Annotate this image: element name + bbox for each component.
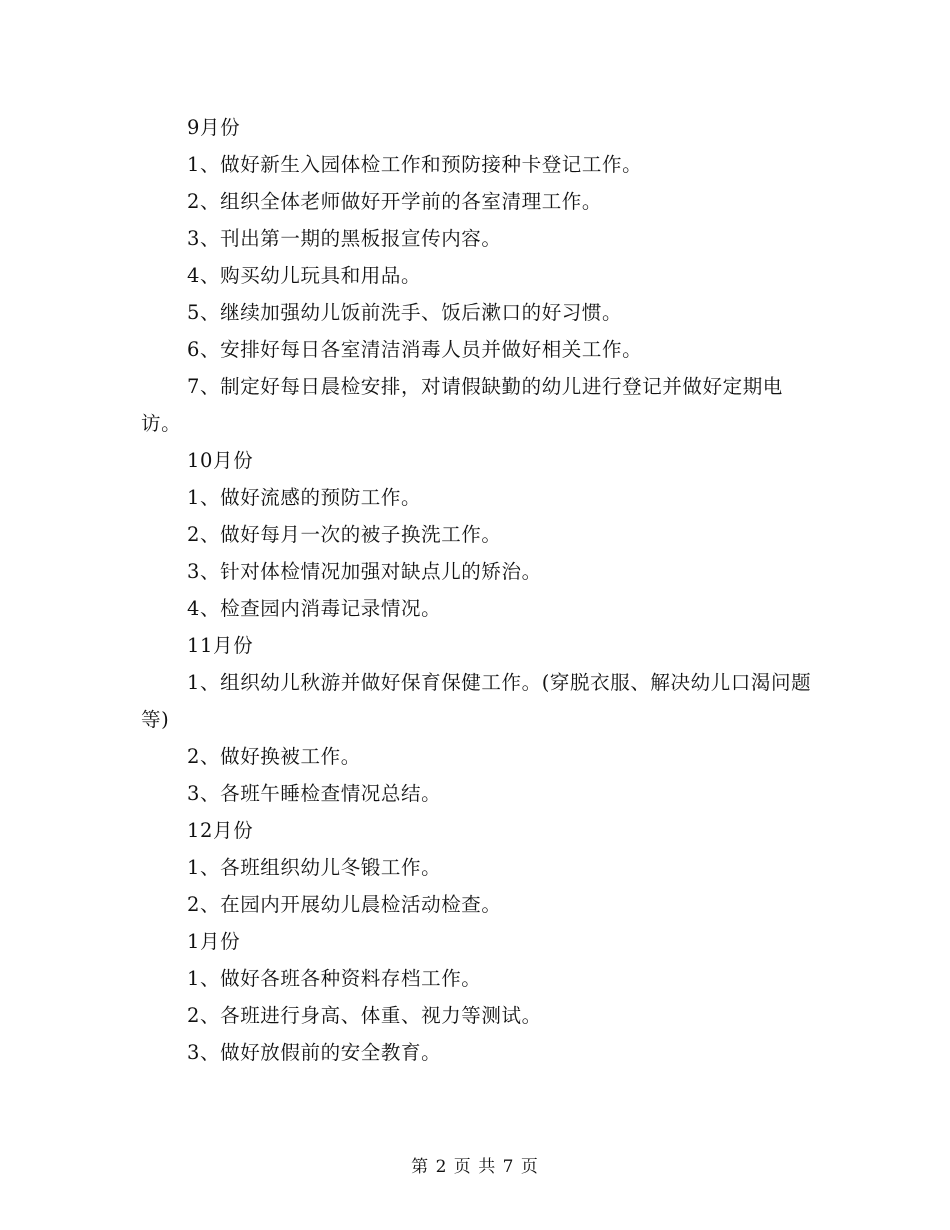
list-item: 1、组织幼儿秋游并做好保育保健工作。(穿脱衣服、解决幼儿口渴问题等) xyxy=(141,671,812,731)
list-item: 1、做好各班各种资料存档工作。 xyxy=(187,967,482,990)
document-body xyxy=(141,109,813,1071)
list-item: 5、继续加强幼儿饭前洗手、饭后漱口的好习惯。 xyxy=(187,301,623,324)
list-item: 3、针对体检情况加强对缺点儿的矫治。 xyxy=(187,560,542,583)
list-item: 2、做好换被工作。 xyxy=(187,745,361,768)
list-item: 3、刊出第一期的黑板报宣传内容。 xyxy=(187,227,502,250)
list-item: 2、做好每月一次的被子换洗工作。 xyxy=(187,523,502,546)
month-heading-december: 12月份 xyxy=(187,819,254,842)
list-item: 2、各班进行身高、体重、视力等测试。 xyxy=(187,1004,542,1027)
list-item: 3、做好放假前的安全教育。 xyxy=(187,1041,442,1064)
month-heading-september: 9月份 xyxy=(187,116,241,139)
list-item: 1、各班组织幼儿冬锻工作。 xyxy=(187,856,442,879)
page-footer: 第 2 页 共 7 页 xyxy=(411,1157,539,1177)
list-item: 7、制定好每日晨检安排，对请假缺勤的幼儿进行登记并做好定期电访。 xyxy=(141,375,783,435)
list-item: 4、检查园内消毒记录情况。 xyxy=(187,597,442,620)
list-item: 1、做好流感的预防工作。 xyxy=(187,486,422,509)
list-item: 3、各班午睡检查情况总结。 xyxy=(187,782,442,805)
month-heading-october: 10月份 xyxy=(187,449,254,472)
month-heading-november: 11月份 xyxy=(187,634,254,657)
list-item: 2、在园内开展幼儿晨检活动检查。 xyxy=(187,893,502,916)
list-item: 1、做好新生入园体检工作和预防接种卡登记工作。 xyxy=(187,153,643,176)
list-item: 4、购买幼儿玩具和用品。 xyxy=(187,264,422,287)
list-item: 6、安排好每日各室清洁消毒人员并做好相关工作。 xyxy=(187,338,643,361)
month-heading-january: 1月份 xyxy=(187,930,241,953)
list-item: 2、组织全体老师做好开学前的各室清理工作。 xyxy=(187,190,603,213)
